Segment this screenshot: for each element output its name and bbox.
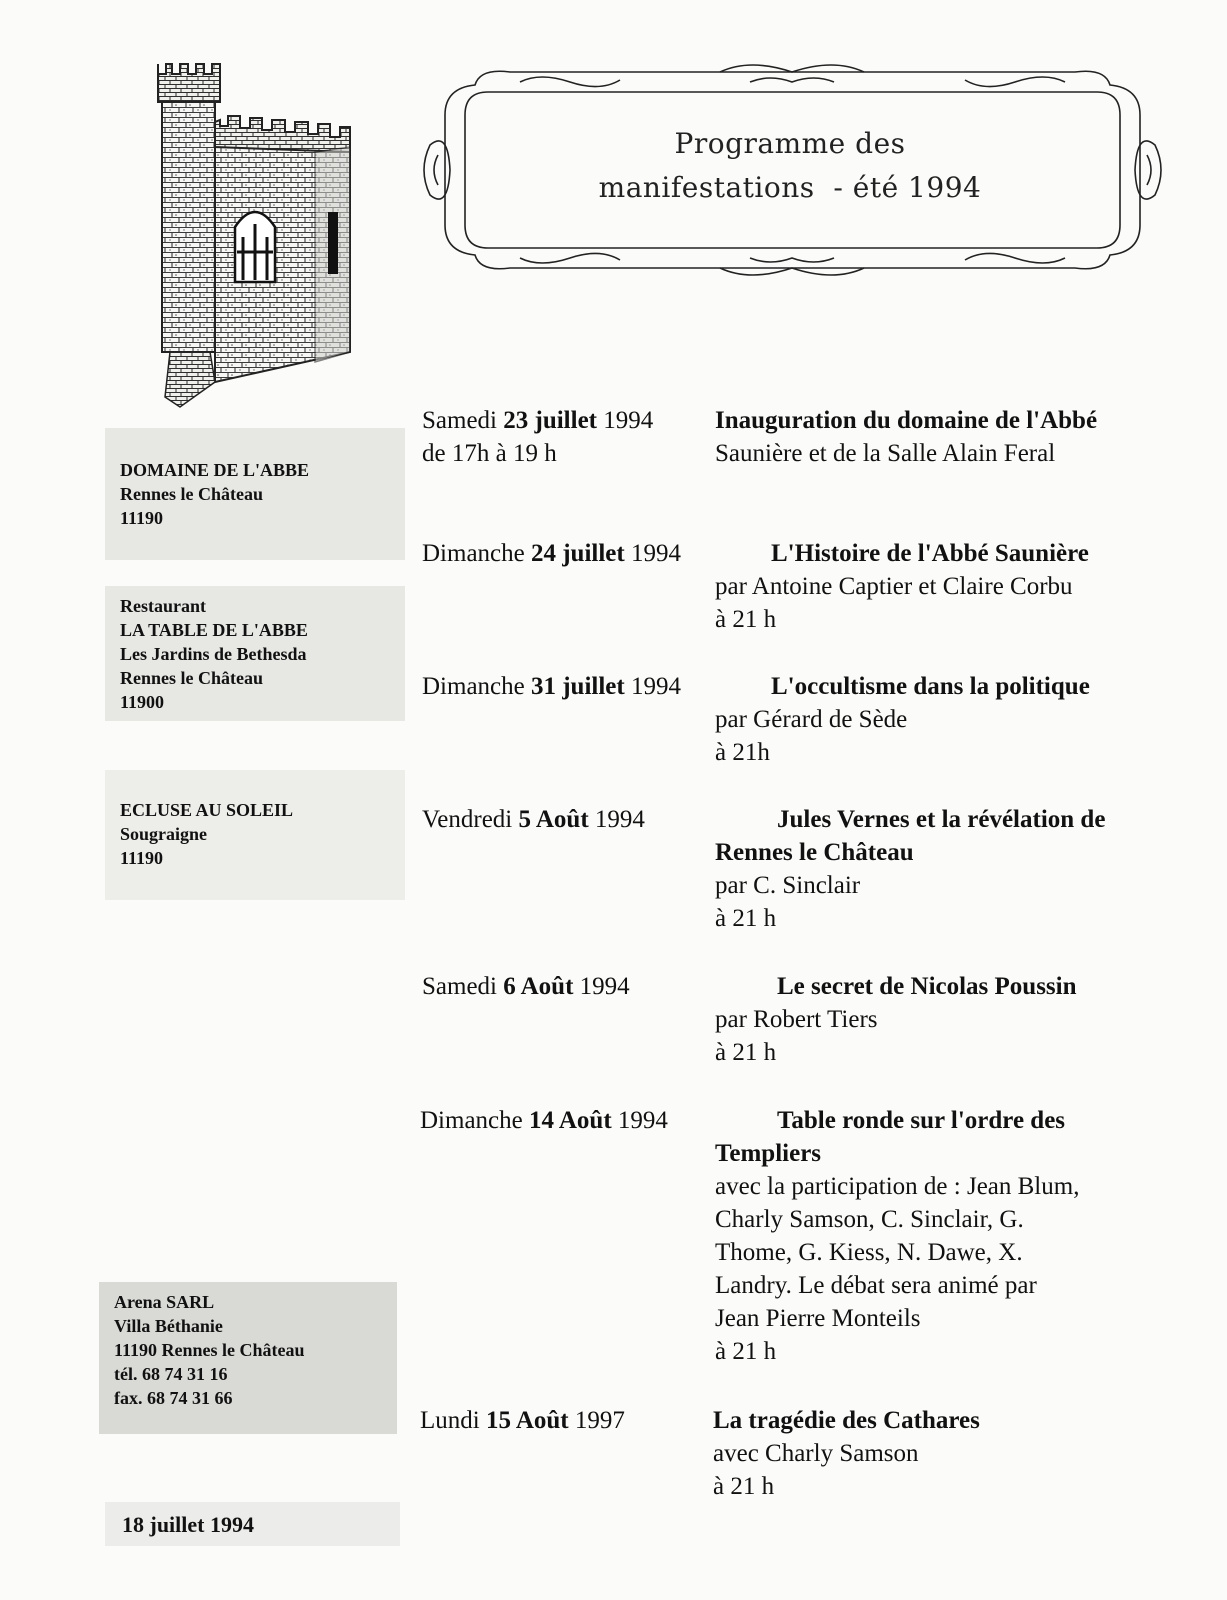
event-date bbox=[420, 1104, 668, 1137]
event-detail: Thome, G. Kiess, N. Dawe, X. bbox=[715, 1239, 1023, 1266]
event-day: Lundi bbox=[420, 1407, 480, 1434]
contact-box-arena bbox=[99, 1282, 397, 1434]
event-day: Dimanche bbox=[422, 673, 525, 700]
box-line: Rennes le Château bbox=[120, 668, 263, 688]
event-body bbox=[715, 803, 1105, 935]
event-body bbox=[713, 1404, 980, 1503]
event-detail: à 21 h bbox=[715, 905, 777, 932]
event-title: Inauguration du domaine de l'Abbé bbox=[715, 407, 1098, 434]
box-line: 11190 bbox=[120, 848, 164, 868]
event-detail: avec Charly Samson bbox=[713, 1440, 919, 1467]
event-date bbox=[422, 537, 681, 570]
tower-illustration bbox=[140, 52, 380, 412]
event-detail: Landry. Le débat sera animé par bbox=[715, 1272, 1037, 1299]
event-year: 1994 bbox=[617, 1107, 668, 1134]
event-title: L'occultisme dans la politique bbox=[771, 673, 1090, 700]
event-detail: à 21h bbox=[715, 739, 770, 766]
box-line: 11190 bbox=[120, 508, 164, 528]
event-detail: à 21 h bbox=[715, 1338, 777, 1365]
event-detail: avec la participation de : Jean Blum, bbox=[715, 1173, 1080, 1200]
event-day: Vendredi bbox=[422, 806, 513, 833]
event-title: L'Histoire de l'Abbé Saunière bbox=[771, 540, 1089, 567]
box-line: Restaurant bbox=[120, 596, 206, 616]
event-detail: par Gérard de Sède bbox=[715, 706, 908, 733]
event-date bbox=[420, 1404, 625, 1437]
event-day: Samedi bbox=[422, 973, 497, 1000]
box-line: LA TABLE DE L'ABBE bbox=[120, 620, 308, 640]
venue-box-restaurant bbox=[105, 586, 405, 721]
venue-box-ecluse bbox=[105, 770, 405, 900]
event-title: Jules Vernes et la révélation de bbox=[777, 806, 1106, 833]
event-detail: par C. Sinclair bbox=[715, 872, 861, 899]
event-day-month: 14 Août bbox=[528, 1107, 612, 1134]
event-title: La tragédie des Cathares bbox=[713, 1407, 980, 1434]
event-day-month: 24 juillet bbox=[530, 540, 625, 567]
event-day-month: 31 juillet bbox=[530, 673, 625, 700]
title-line2: manifestations - été 1994 bbox=[598, 171, 982, 204]
event-day-month: 23 juillet bbox=[503, 407, 597, 434]
event-day-month: 5 Août bbox=[518, 806, 589, 833]
event-detail: à 21 h bbox=[713, 1473, 775, 1500]
event-year: 1994 bbox=[594, 806, 645, 833]
box-line: DOMAINE DE L'ABBE bbox=[120, 460, 310, 480]
event-year: 1997 bbox=[574, 1407, 625, 1434]
event-year: 1994 bbox=[630, 673, 681, 700]
event-date bbox=[422, 803, 645, 836]
event-title: Le secret de Nicolas Poussin bbox=[777, 973, 1077, 1000]
box-line: 11190 Rennes le Château bbox=[114, 1340, 305, 1360]
event-date bbox=[422, 670, 681, 703]
event-day: Dimanche bbox=[420, 1107, 523, 1134]
event-day: Samedi bbox=[422, 407, 497, 434]
box-line: ECLUSE AU SOLEIL bbox=[120, 800, 294, 820]
event-day-month: 6 Août bbox=[503, 973, 574, 1000]
venue-box-domaine bbox=[105, 428, 405, 560]
event-day: Dimanche bbox=[422, 540, 525, 567]
event-body bbox=[715, 670, 1090, 769]
event-detail: à 21 h bbox=[715, 606, 777, 633]
event-date bbox=[422, 404, 653, 437]
event-date bbox=[422, 970, 630, 1003]
event-detail: Jean Pierre Monteils bbox=[715, 1305, 921, 1332]
document-date: 18 juillet 1994 bbox=[105, 1502, 400, 1546]
event-time-range: de 17h à 19 h bbox=[422, 440, 557, 467]
program-title bbox=[520, 122, 1060, 210]
event-body bbox=[715, 537, 1089, 636]
event-detail: Charly Samson, C. Sinclair, G. bbox=[715, 1206, 1024, 1233]
box-line: tél. 68 74 31 16 bbox=[114, 1364, 228, 1384]
box-line: Rennes le Château bbox=[120, 484, 263, 504]
event-detail: par Antoine Captier et Claire Corbu bbox=[715, 573, 1073, 600]
event-detail: à 21 h bbox=[715, 1039, 777, 1066]
event-title-cont: Rennes le Château bbox=[715, 839, 914, 866]
event-year: 1994 bbox=[603, 407, 654, 434]
event-detail: par Robert Tiers bbox=[715, 1006, 878, 1033]
event-body bbox=[715, 970, 1077, 1069]
event-day-month: 15 Août bbox=[485, 1407, 569, 1434]
event-year: 1994 bbox=[630, 540, 681, 567]
box-line: Les Jardins de Bethesda bbox=[120, 644, 307, 664]
event-body bbox=[715, 1104, 1079, 1368]
event-title: Table ronde sur l'ordre des bbox=[777, 1107, 1066, 1134]
box-line: Sougraigne bbox=[120, 824, 208, 844]
box-line: Arena SARL bbox=[114, 1292, 215, 1312]
event-title-cont: Templiers bbox=[715, 1140, 822, 1167]
box-line: fax. 68 74 31 66 bbox=[114, 1388, 233, 1408]
box-line: 11900 bbox=[120, 692, 165, 712]
event-detail: Saunière et de la Salle Alain Feral bbox=[715, 440, 1056, 467]
box-line: Villa Béthanie bbox=[114, 1316, 223, 1336]
event-year: 1994 bbox=[579, 973, 630, 1000]
title-line1: Programme des bbox=[674, 127, 906, 160]
event-body bbox=[715, 404, 1097, 470]
